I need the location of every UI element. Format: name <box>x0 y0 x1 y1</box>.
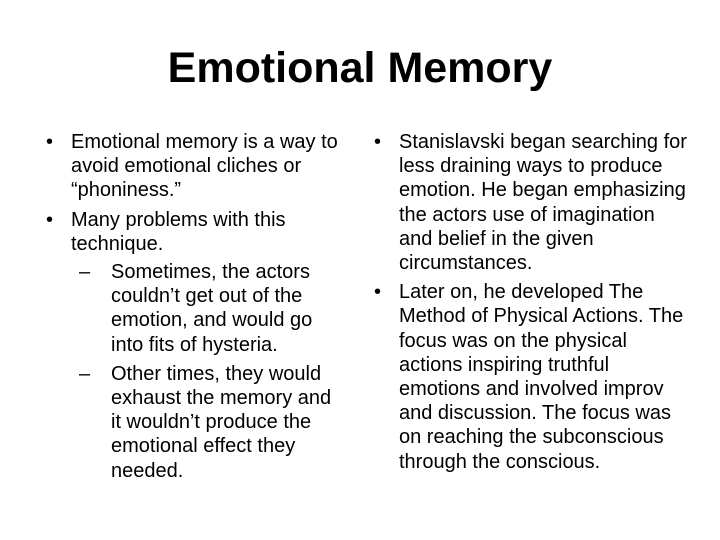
list-item <box>46 130 346 203</box>
bullet-text: Stanislavski began searching for less draining ways to produce emotion. He began emphasizing the actors use of imagination and belief in the given circumstances. <box>399 131 687 275</box>
left-column-list <box>46 130 346 488</box>
right-column-list <box>374 130 692 479</box>
sub-list-item <box>79 362 346 483</box>
bullet-text: Many problems with this technique. <box>71 208 286 255</box>
bullet-text: Later on, he developed The Method of Physical Actions. The focus was on the physical actions inspiring truthful emotions and involved improv and discussion. The focus was on reaching the subconscious through the conscious. <box>399 281 684 473</box>
slide-title: Emotional Memory <box>167 44 553 92</box>
sub-list <box>71 260 346 483</box>
dash-marker: – <box>79 261 91 284</box>
bullet-text: Emotional memory is a way to avoid emotional cliches or “phoniness.” <box>71 131 338 202</box>
list-item <box>374 280 692 474</box>
bullet-marker: • <box>46 208 54 231</box>
sub-list-item <box>79 260 346 357</box>
bullet-marker: • <box>46 131 54 153</box>
list-item <box>374 130 692 275</box>
sub-bullet-text: Other times, they would exhaust the memory and it wouldn’t produce the emotional effect they needed. <box>111 362 332 482</box>
bullet-marker: • <box>374 131 382 153</box>
dash-marker: – <box>79 362 91 385</box>
sub-bullet-text: Sometimes, the actors couldn’t get out of the emotion, and would go into fits of hysteria. <box>111 261 313 356</box>
list-item <box>46 208 346 483</box>
bullet-marker: • <box>374 281 382 304</box>
